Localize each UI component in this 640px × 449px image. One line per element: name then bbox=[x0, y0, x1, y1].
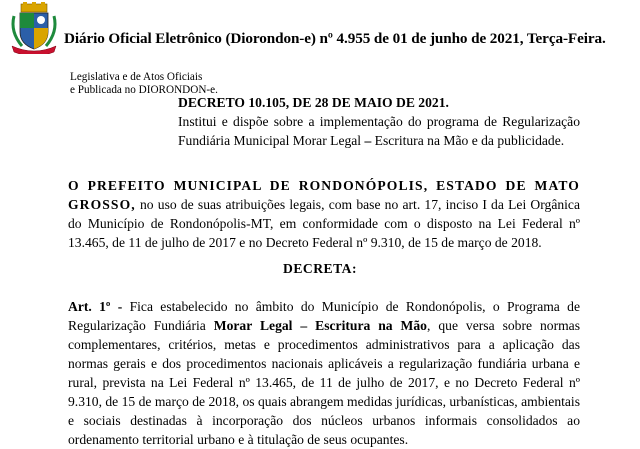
bulletin-header-title: Diário Oficial Eletrônico (Diorondon-e) nº 4.955 de 01 de junho de 2021, Terça-Feira. bbox=[64, 30, 606, 47]
article-1-text: Fica estabelecido no âmbito do Município de Rondonópolis, o Programa de Regularização Fundiária bbox=[68, 299, 580, 333]
publication-note-line: e Publicada no DIORONDON-e. bbox=[70, 84, 218, 96]
decree-ementa bbox=[178, 112, 580, 150]
decreta-heading: DECRETA: bbox=[283, 261, 357, 276]
publication-note bbox=[70, 71, 218, 97]
article-1-text: , que versa sobre normas complementares, critérios, metas e procedimentos administrativos para a aplicação das normas gerais e dos procedimentos nacionais aplicáveis a regularização fundiária urbana e rural, prevista na Lei Federal nº 13.465, de 11 de julho de 2017, e no Decreto Federal nº 9.310, de 15 de março de 2018, os quais abrangem medidas jurídicas, urbanísticas, ambientais e sociais destinadas à incorporação dos núcleos urbanos informais consolidados ao ordenamento territorial urbano e à titulação de seus ocupantes. bbox=[68, 318, 580, 447]
municipal-coat-of-arms-icon bbox=[8, 2, 60, 54]
ementa-text: Escritura na Mão e da publicidade. bbox=[371, 133, 565, 148]
ementa-dash: – bbox=[364, 133, 372, 148]
ementa-text: Institui e dispõe sobre a implementação do programa de Regularização Fundiária Municipal Morar Legal bbox=[178, 114, 580, 148]
article-1-label: Art. 1º - bbox=[68, 299, 123, 314]
preamble-paragraph bbox=[68, 176, 580, 252]
program-name: Morar Legal – Escritura na Mão bbox=[213, 318, 427, 333]
decree-title: DECRETO 10.105, DE 28 DE MAIO DE 2021. bbox=[178, 95, 449, 110]
article-1-paragraph bbox=[68, 297, 580, 449]
preamble-lead: O PREFEITO MUNICIPAL DE RONDONÓPOLIS, ESTADO DE MATO GROSSO, bbox=[68, 178, 580, 212]
publication-note-line: Legislativa e de Atos Oficiais bbox=[70, 71, 203, 83]
preamble-text: no uso de suas atribuições legais, com base no art. 17, inciso I da Lei Orgânica do Município de Rondonópolis-MT, em conformidade com o disposto na Lei Federal nº 13.465, de 11 de julho de 2017 e no Decreto Federal nº 9.310, de 15 de março de 2018. bbox=[68, 197, 580, 250]
